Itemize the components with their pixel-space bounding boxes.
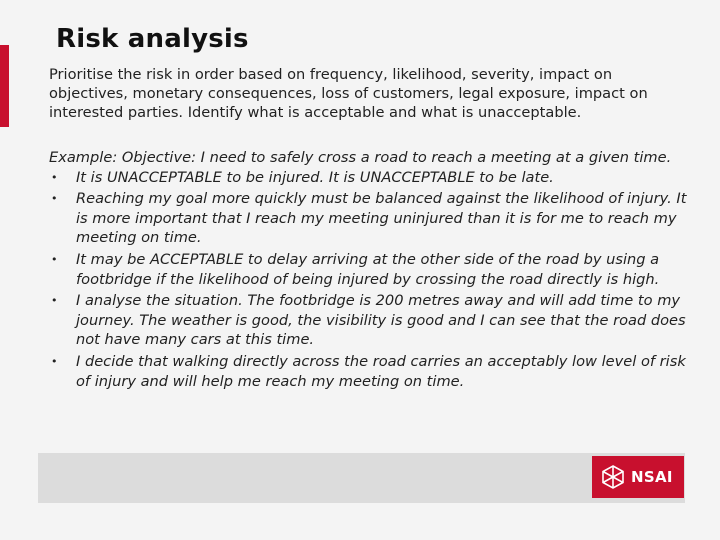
- accent-bar: [0, 45, 9, 127]
- list-item: [49, 291, 689, 350]
- bullet-dot-icon: •: [51, 192, 58, 206]
- intro-paragraph: Prioritise the risk in order based on frequency, likelihood, severity, impact on objectives, monetary consequences, loss of customers, legal exposure, impact on interested parties. Identify what is acceptable and what is unacceptable.: [49, 66, 648, 121]
- example-bullet-list: [49, 168, 689, 392]
- nsai-logo: [592, 456, 684, 498]
- example-label: Example: [49, 149, 113, 166]
- bullet-text: It may be ACCEPTABLE to delay arriving at the other side of the road by using a footbridge if the likelihood of being injured by crossing the road directly is high.: [76, 250, 660, 288]
- bullet-dot-icon: •: [51, 170, 58, 184]
- example-heading: [49, 148, 689, 168]
- footer-band: [38, 453, 685, 503]
- bullet-dot-icon: •: [51, 294, 58, 308]
- list-item: [49, 352, 689, 391]
- bullet-text: I analyse the situation. The footbridge is 200 metres away and will add time to my journey. The weather is good, the visibility is good and I can see that the road does not have many cars at this time.: [76, 292, 686, 349]
- slide-title: Risk analysis: [56, 24, 249, 54]
- example-block: [49, 148, 689, 393]
- logo-text: NSAI: [631, 468, 673, 486]
- bullet-text: It is UNACCEPTABLE to be injured. It is UNACCEPTABLE to be late.: [76, 168, 554, 186]
- list-item: [49, 168, 689, 188]
- bullet-dot-icon: •: [51, 252, 58, 266]
- bullet-text: I decide that walking directly across the road carries an acceptably low level of risk of injury and will help me reach my meeting on time.: [76, 352, 686, 390]
- example-objective: : Objective: I need to safely cross a road to reach a meeting at a given time.: [112, 149, 672, 166]
- list-item: [49, 250, 689, 289]
- list-item: [49, 189, 689, 248]
- bullet-text: Reaching my goal more quickly must be balanced against the likelihood of injury. It is more important that I reach my meeting uninjured than it is for me to reach my meeting on time.: [76, 190, 687, 247]
- nsai-emblem-icon: [600, 464, 626, 490]
- bullet-dot-icon: •: [51, 354, 58, 368]
